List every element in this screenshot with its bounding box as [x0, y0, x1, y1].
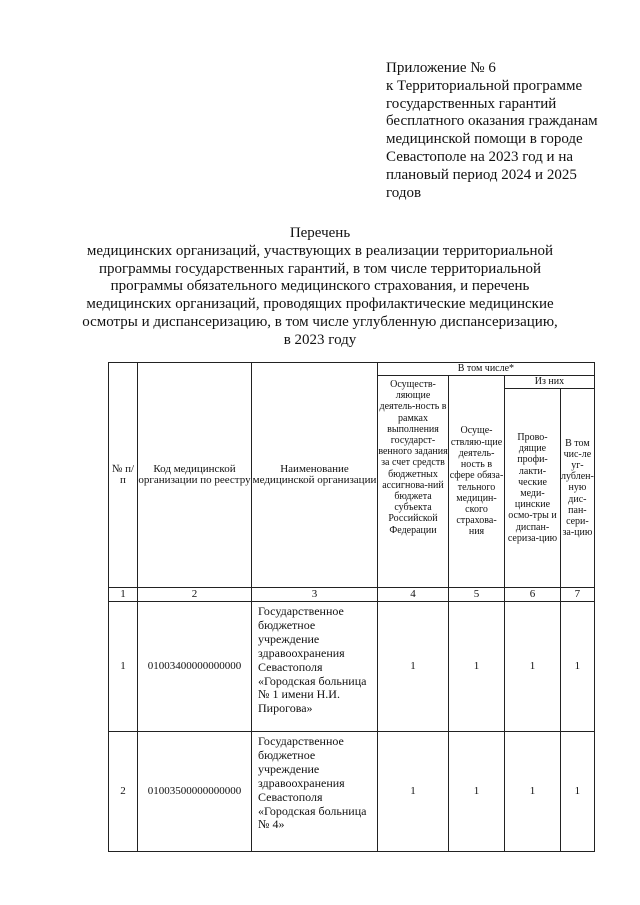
title-line: осмотры и диспансеризацию, в том числе углубленную диспансеризацию,	[82, 313, 558, 330]
row-col6: 1	[505, 732, 561, 852]
title-line: программы обязательного медицинского страхования, и перечень	[110, 278, 530, 295]
title-line: в 2023 году	[283, 331, 357, 348]
appendix-note	[386, 60, 626, 202]
header-num: № п/п	[109, 363, 138, 588]
header-including: В том числе*	[378, 363, 595, 376]
header-col6: Прово-дящие профи-лакти-ческие меди-цинские осмо-тры и диспан-сериза-цию	[505, 389, 561, 588]
appendix-line: Приложение № 6	[386, 60, 496, 76]
appendix-line: плановый период 2024 и 2025	[386, 166, 577, 183]
row-code: 01003400000000000	[138, 602, 252, 732]
appendix-line: годов	[386, 184, 422, 201]
row-col7: 1	[561, 602, 595, 732]
appendix-line: государственных гарантий	[386, 95, 557, 112]
row-col4: 1	[378, 732, 449, 852]
header-col5: Осуще-ствляю-щие деятель-ность в сфере обяза-тельного медицин-ского страхова-ния	[449, 376, 505, 588]
title-line: Перечень	[289, 225, 351, 241]
column-number: 7	[561, 588, 595, 602]
appendix-line: медицинской помощи в городе	[386, 131, 583, 148]
appendix-line: к Территориальной программе	[386, 77, 583, 94]
title-line: программы государственных гарантий, в том числе территориальной	[98, 260, 542, 277]
organizations-table	[108, 362, 595, 852]
column-number: 1	[109, 588, 138, 602]
row-code: 01003500000000000	[138, 732, 252, 852]
row-name: Государственное бюджетное учреждение здравоохранения Севастополя «Городская больница № 4»	[252, 732, 378, 852]
column-number: 4	[378, 588, 449, 602]
header-col4: Осуществ-ляющие деятель-ность в рамках выполнения государст-венного задания за счет средств бюджетных ассигнова-ний бюджета субъекта Российской Федерации	[378, 376, 449, 588]
row-num: 2	[109, 732, 138, 852]
row-col7: 1	[561, 732, 595, 852]
column-number: 6	[505, 588, 561, 602]
table-row	[109, 732, 595, 852]
row-col5: 1	[449, 732, 505, 852]
row-num: 1	[109, 602, 138, 732]
header-of-them: Из них	[505, 376, 595, 389]
header-col7: В том чис-ле уг-лублен-ную дис-пан-сери-за-цию	[561, 389, 595, 588]
header-code: Код медицинской организации по реестру	[138, 363, 252, 588]
title-line: медицинских организаций, участвующих в реализации территориальной	[86, 242, 554, 259]
header-name: Наименование медицинской организации	[252, 363, 378, 588]
row-name: Государственное бюджетное учреждение здравоохранения Севастополя «Городская больница № 1 имени Н.И. Пирогова»	[252, 602, 378, 732]
table-row	[109, 602, 595, 732]
appendix-line: бесплатного оказания гражданам	[386, 113, 598, 130]
row-col6: 1	[505, 602, 561, 732]
column-number: 5	[449, 588, 505, 602]
row-col4: 1	[378, 602, 449, 732]
appendix-line: Севастополе на 2023 год и на	[386, 148, 574, 165]
column-number: 2	[138, 588, 252, 602]
row-col5: 1	[449, 602, 505, 732]
title-line: медицинских организаций, проводящих профилактические медицинские	[86, 296, 554, 313]
column-number: 3	[252, 588, 378, 602]
document-title	[80, 225, 560, 350]
